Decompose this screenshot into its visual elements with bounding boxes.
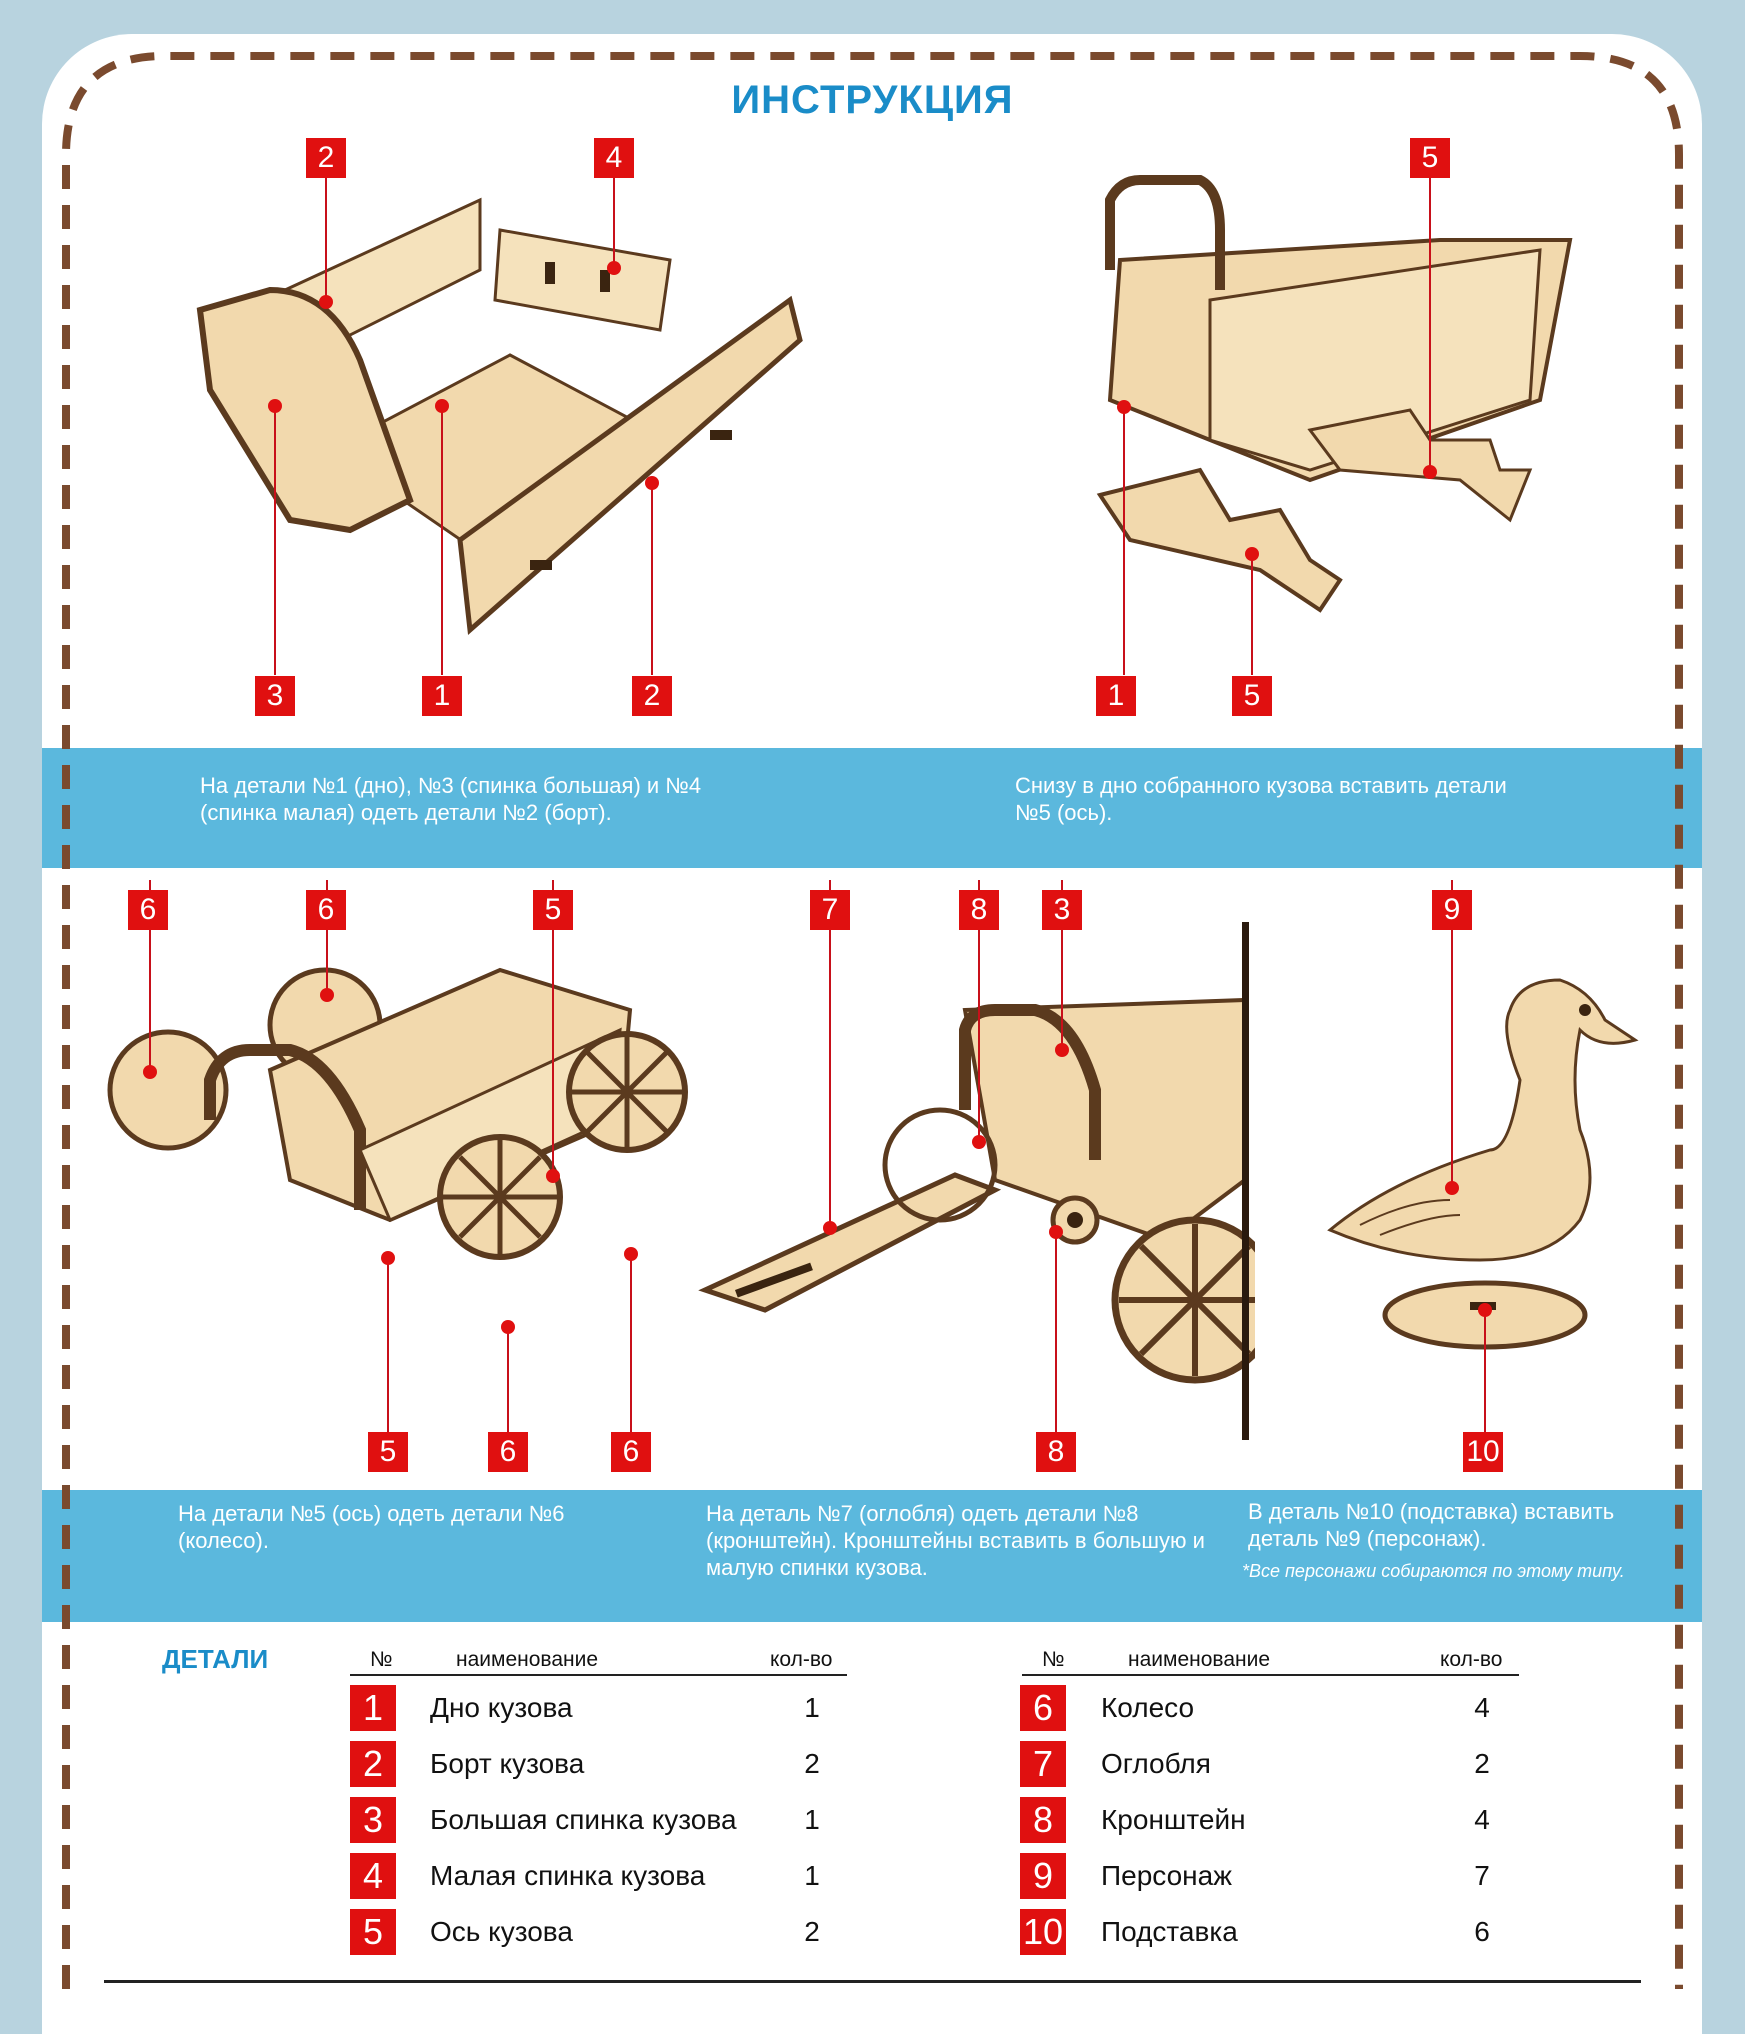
part-number-badge: 10: [1020, 1909, 1066, 1955]
part-number-badge: 6: [1020, 1685, 1066, 1731]
callout-part-5: 5: [1232, 676, 1272, 716]
part-name: Оглобля: [1101, 1748, 1211, 1779]
part-number-badge: 2: [350, 1741, 396, 1787]
part-qty: 1: [804, 1692, 820, 1723]
parts-header-rule: [350, 1674, 847, 1676]
part-name: Дно кузова: [430, 1692, 573, 1723]
parts-header-rule: [1022, 1674, 1519, 1676]
bottom-rule: [104, 1980, 1641, 1983]
callout-part-3: 3: [1042, 890, 1082, 930]
callout-part-3: 3: [255, 676, 295, 716]
step2-illustration: [1020, 140, 1640, 730]
parts-header-name: наименование: [1128, 1648, 1271, 1671]
part-name: Колесо: [1101, 1692, 1195, 1723]
callout-part-5: 5: [368, 1432, 408, 1472]
part-name: Малая спинка кузова: [430, 1860, 706, 1891]
part-number-badge: 7: [1020, 1741, 1066, 1787]
part-number-badge: 8: [1020, 1797, 1066, 1843]
callout-part-4: 4: [594, 138, 634, 178]
step5-note: *Все персонажи собираются по этому типу.: [1242, 1561, 1625, 1581]
part-name: Большая спинка кузова: [430, 1804, 737, 1835]
step3-text: На детали №5 (ось) одеть детали №6 (колесо).: [178, 1501, 565, 1553]
parts-header-name: наименование: [456, 1648, 599, 1671]
panel-divider: [1242, 922, 1249, 1440]
callout-part-5: 5: [533, 890, 573, 930]
step3-illustration: [100, 880, 720, 1470]
callout-part-2: 2: [632, 676, 672, 716]
part-number-badge: 5: [350, 1909, 396, 1955]
part-name: Подставка: [1101, 1916, 1238, 1947]
part-qty: 1: [804, 1804, 820, 1835]
callout-part-2: 2: [306, 138, 346, 178]
part-qty: 7: [1474, 1860, 1490, 1891]
part-qty: 6: [1474, 1916, 1490, 1947]
part-number-badge: 1: [350, 1685, 396, 1731]
callout-part-8: 8: [1036, 1432, 1076, 1472]
callout-part-6: 6: [306, 890, 346, 930]
part-qty: 2: [804, 1916, 820, 1947]
part-number-badge: 4: [350, 1853, 396, 1899]
callout-part-6: 6: [488, 1432, 528, 1472]
part-name: Персонаж: [1101, 1860, 1232, 1891]
step5-text: В деталь №10 (подставка) вставить деталь №9 (персонаж).: [1248, 1499, 1615, 1551]
part-name: Кронштейн: [1101, 1804, 1246, 1835]
callout-part-10: 10: [1463, 1432, 1503, 1472]
part-name: Борт кузова: [430, 1748, 585, 1779]
part-number-badge: 9: [1020, 1853, 1066, 1899]
part-qty: 2: [1474, 1748, 1490, 1779]
part-name: Ось кузова: [430, 1916, 573, 1947]
parts-title: ДЕТАЛИ: [162, 1644, 269, 1674]
step1-text: На детали №1 (дно), №3 (спинка большая) и №4 (спинка малая) одеть детали №2 (борт).: [200, 773, 702, 825]
callout-part-5: 5: [1410, 138, 1450, 178]
callout-part-8: 8: [959, 890, 999, 930]
callout-part-9: 9: [1432, 890, 1472, 930]
callout-part-7: 7: [810, 890, 850, 930]
part-number-badge: 3: [350, 1797, 396, 1843]
page-title: ИНСТРУКЦИЯ: [731, 78, 1014, 122]
parts-header-num: №: [1042, 1648, 1065, 1671]
callout-part-1: 1: [422, 676, 462, 716]
step2-text: Снизу в дно собранного кузова вставить детали №5 (ось).: [1015, 773, 1507, 825]
part-qty: 4: [1474, 1692, 1490, 1723]
part-qty: 1: [804, 1860, 820, 1891]
step4-text: На деталь №7 (оглобля) одеть детали №8 (кронштейн). Кронштейны вставить в большую и малую спинки кузова.: [706, 1501, 1205, 1580]
step4-illustration: [695, 880, 1255, 1470]
parts-header-num: №: [370, 1648, 393, 1671]
callout-part-6: 6: [611, 1432, 651, 1472]
step5-illustration: [1300, 880, 1660, 1470]
callout-part-1: 1: [1096, 676, 1136, 716]
parts-header-qty: кол-во: [1440, 1648, 1503, 1671]
parts-header-qty: кол-во: [770, 1648, 833, 1671]
part-qty: 2: [804, 1748, 820, 1779]
step1-illustration: [130, 140, 820, 730]
callout-part-6: 6: [128, 890, 168, 930]
part-qty: 4: [1474, 1804, 1490, 1835]
